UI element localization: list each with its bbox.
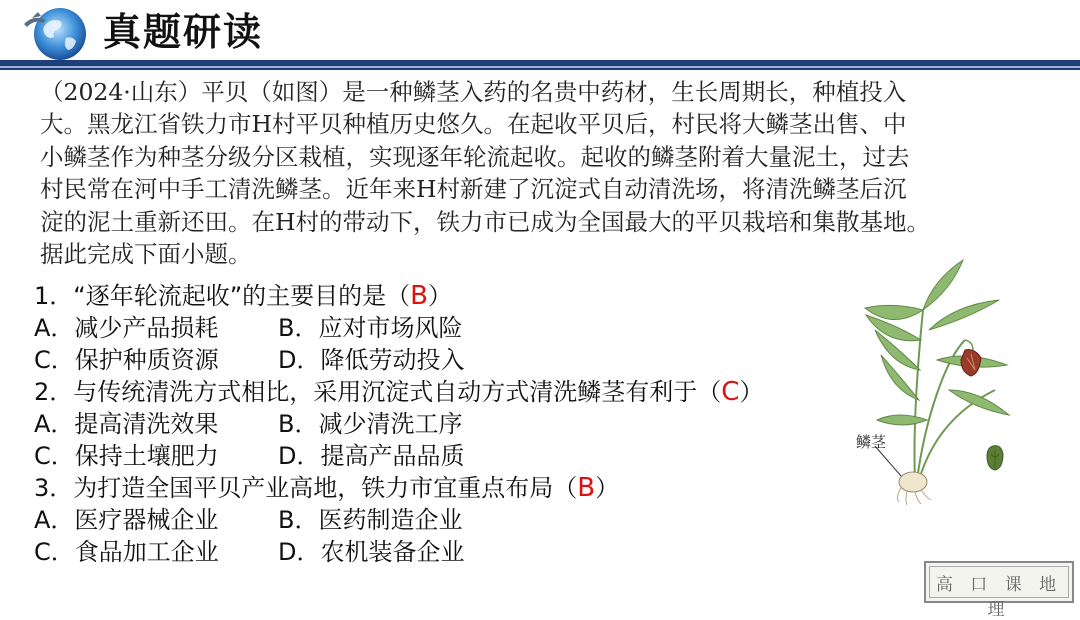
option: B．应对市场风险 bbox=[278, 314, 463, 342]
option: C．食品加工企业 bbox=[34, 538, 219, 566]
question-1-stem: 1．“逐年轮流起收”的主要目的是（B） bbox=[34, 281, 452, 311]
question-2-stem: 2．与传统清洗方式相比，采用沉淀式自动方式清洗鳞茎有利于（C） bbox=[34, 377, 764, 407]
question-3-answer: B bbox=[577, 473, 596, 503]
passage-line: 淀的泥土重新还田。在H村的带动下，铁力市已成为全国最大的平贝栽培和集散基地。 bbox=[40, 207, 930, 236]
page-title: 真题研读 bbox=[103, 10, 264, 54]
passage bbox=[40, 76, 1040, 270]
option: B．减少清洗工序 bbox=[278, 410, 463, 438]
question-3-options-row bbox=[34, 504, 874, 536]
passage-line: 小鳞茎作为种茎分级分区栽植，实现逐年轮流起收。起收的鳞茎附着大量泥土，过去 bbox=[40, 142, 910, 171]
question-1-options-row bbox=[34, 344, 874, 376]
fritillaria-plant-illustration bbox=[845, 250, 1020, 510]
option: C．保持土壤肥力 bbox=[34, 442, 219, 470]
question-2-answer: C bbox=[721, 377, 740, 407]
option: C．保护种质资源 bbox=[34, 346, 219, 374]
question-3-stem: 3．为打造全国平贝产业高地，铁力市宜重点布局（B） bbox=[34, 473, 620, 503]
question-3-options-row bbox=[34, 536, 874, 568]
option: B．医药制造企业 bbox=[278, 506, 463, 534]
passage-line: 大。黑龙江省铁力市H村平贝种植历史悠久。在起收平贝后，村民将大鳞茎出售、中 bbox=[40, 110, 907, 139]
option: D．农机装备企业 bbox=[278, 538, 465, 566]
option: A．提高清洗效果 bbox=[34, 410, 219, 438]
option: D．降低劳动投入 bbox=[278, 346, 465, 374]
option: A．减少产品损耗 bbox=[34, 314, 219, 342]
watermark-text: 高 口 课 地 理 bbox=[935, 575, 1063, 620]
question-1-options-row bbox=[34, 312, 874, 344]
passage-line: （2024·山东）平贝（如图）是一种鳞茎入药的名贵中药材，生长周期长，种植投入 bbox=[40, 78, 907, 106]
question-list bbox=[34, 280, 874, 568]
passage-line: 据此完成下面小题。 bbox=[40, 240, 252, 269]
passage-line: 村民常在河中手工清洗鳞茎。近年来H村新建了沉淀式自动清洗场，将清洗鳞茎后沉 bbox=[40, 175, 907, 204]
globe-logo-icon bbox=[10, 2, 92, 62]
option: D．提高产品品质 bbox=[278, 442, 465, 470]
figure-label: 鳞茎 bbox=[856, 433, 887, 451]
question-2-options-row bbox=[34, 440, 874, 472]
watermark-stamp bbox=[924, 561, 1074, 620]
question-2-options-row bbox=[34, 408, 874, 440]
option: A．医疗器械企业 bbox=[34, 506, 219, 534]
header-rule-thin bbox=[0, 68, 1080, 70]
question-1-answer: B bbox=[410, 281, 428, 311]
